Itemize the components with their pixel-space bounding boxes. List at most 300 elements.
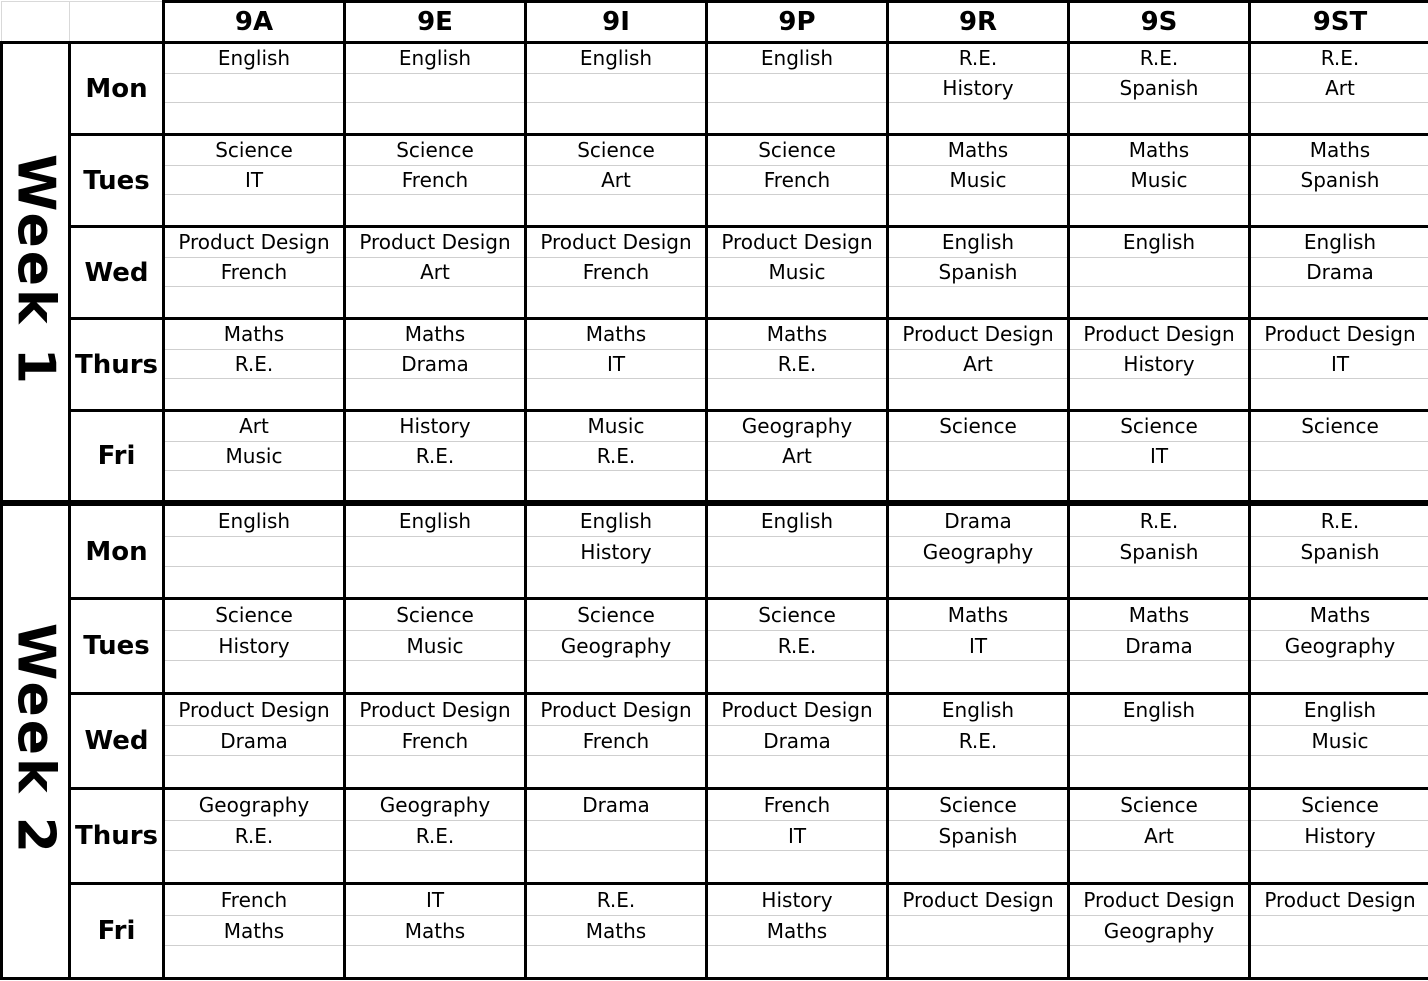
subject-cell-periods xyxy=(165,320,343,408)
subject-line: English xyxy=(579,46,653,71)
subject-line: Maths xyxy=(708,915,886,946)
subject-cell-periods xyxy=(1251,320,1428,408)
subject-cell xyxy=(707,503,888,599)
subject-line: R.E. xyxy=(346,441,524,471)
subject-line xyxy=(165,378,343,408)
subject-cell-periods xyxy=(1070,885,1248,976)
subject-cell xyxy=(888,227,1069,319)
subject-line: Music xyxy=(587,414,645,439)
subject-line: Spanish xyxy=(1251,165,1428,195)
subject-cell xyxy=(526,319,707,411)
day-label-wed-week2: Wed xyxy=(70,694,164,789)
subject-cell-periods xyxy=(708,412,886,500)
subject-line: Science xyxy=(1301,414,1379,439)
subject-line: French xyxy=(708,165,886,195)
subject-cell-periods xyxy=(708,790,886,881)
day-label-fri-week2: Fri xyxy=(70,884,164,979)
subject-line xyxy=(165,850,343,881)
subject-line xyxy=(1070,257,1248,287)
subject-line xyxy=(346,945,524,976)
subject-line: Science xyxy=(1301,792,1379,817)
subject-cell xyxy=(164,43,345,135)
subject-cell xyxy=(164,503,345,599)
subject-cell-periods xyxy=(889,695,1067,786)
subject-cell xyxy=(1069,43,1250,135)
subject-cell-periods xyxy=(165,228,343,316)
subject-line: Maths xyxy=(165,915,343,946)
subject-cell-periods xyxy=(165,412,343,500)
subject-line xyxy=(1251,378,1428,408)
subject-line: Music xyxy=(1251,725,1428,756)
subject-line xyxy=(527,73,705,103)
subject-line: R.E. xyxy=(889,725,1067,756)
subject-cell-periods xyxy=(1070,320,1248,408)
subject-line xyxy=(708,73,886,103)
subject-cell xyxy=(1250,884,1428,979)
subject-line xyxy=(1251,194,1428,224)
subject-cell xyxy=(164,319,345,411)
subject-line xyxy=(889,755,1067,786)
subject-line xyxy=(527,755,705,786)
subject-line xyxy=(1070,286,1248,316)
subject-cell xyxy=(1069,789,1250,884)
subject-line: R.E. xyxy=(708,630,886,661)
subject-line: Science xyxy=(939,792,1017,817)
subject-line xyxy=(346,850,524,881)
subject-cell xyxy=(526,411,707,504)
subject-line xyxy=(1070,566,1248,597)
subject-cell-periods xyxy=(889,790,1067,881)
subject-cell xyxy=(345,694,526,789)
subject-line: Geography xyxy=(198,792,310,817)
subject-cell-periods xyxy=(165,44,343,132)
subject-line: Product Design xyxy=(359,697,511,722)
subject-cell xyxy=(707,789,888,884)
subject-cell xyxy=(707,884,888,979)
subject-line: Science xyxy=(577,138,655,163)
day-label-tues-week1: Tues xyxy=(70,135,164,227)
subject-line: Product Design xyxy=(721,697,873,722)
day-label-thurs-week1: Thurs xyxy=(70,319,164,411)
subject-line xyxy=(527,820,705,851)
subject-cell-periods xyxy=(165,136,343,224)
subject-cell-periods xyxy=(708,695,886,786)
subject-cell-periods xyxy=(889,44,1067,132)
subject-line: Music xyxy=(1070,165,1248,195)
subject-line xyxy=(708,102,886,132)
subject-cell-periods xyxy=(346,412,524,500)
subject-line: Product Design xyxy=(721,230,873,255)
subject-line xyxy=(527,945,705,976)
subject-cell-periods xyxy=(527,412,705,500)
subject-line: IT xyxy=(425,887,445,912)
subject-line xyxy=(889,441,1067,471)
subject-line xyxy=(527,194,705,224)
subject-line: English xyxy=(1303,697,1377,722)
subject-line: Drama xyxy=(582,792,650,817)
subject-line: R.E. xyxy=(165,349,343,379)
day-label-tues-week2: Tues xyxy=(70,599,164,694)
subject-line: Science xyxy=(396,602,474,627)
subject-line: R.E. xyxy=(708,349,886,379)
subject-cell xyxy=(888,411,1069,504)
subject-line xyxy=(165,536,343,567)
subject-cell xyxy=(1250,789,1428,884)
subject-line: Maths xyxy=(1309,138,1371,163)
subject-line xyxy=(708,378,886,408)
subject-line: French xyxy=(165,257,343,287)
subject-cell xyxy=(164,789,345,884)
subject-line: English xyxy=(217,46,291,71)
subject-line: Art xyxy=(889,349,1067,379)
subject-line: IT xyxy=(165,165,343,195)
subject-cell xyxy=(707,599,888,694)
subject-line: Product Design xyxy=(902,887,1054,912)
subject-line: Product Design xyxy=(1264,322,1416,347)
subject-line: History xyxy=(1070,349,1248,379)
subject-cell xyxy=(526,599,707,694)
subject-cell-periods xyxy=(527,695,705,786)
subject-cell xyxy=(1250,503,1428,599)
subject-cell-periods xyxy=(165,885,343,976)
subject-line xyxy=(708,194,886,224)
subject-line: Science xyxy=(215,602,293,627)
subject-line: Science xyxy=(939,414,1017,439)
subject-cell-periods xyxy=(1251,600,1428,691)
subject-line xyxy=(708,755,886,786)
subject-cell-periods xyxy=(1251,885,1428,976)
subject-line: Music xyxy=(165,441,343,471)
subject-line: French xyxy=(527,725,705,756)
subject-line: Drama xyxy=(1070,630,1248,661)
subject-cell-periods xyxy=(346,600,524,691)
class-header-9a: 9A xyxy=(164,2,345,43)
subject-cell xyxy=(164,884,345,979)
subject-line: R.E. xyxy=(1139,46,1179,71)
subject-cell xyxy=(345,789,526,884)
subject-line xyxy=(1070,725,1248,756)
subject-line: Maths xyxy=(766,322,828,347)
subject-cell-periods xyxy=(1070,790,1248,881)
subject-line xyxy=(708,536,886,567)
day-label-thurs-week2: Thurs xyxy=(70,789,164,884)
subject-line: R.E. xyxy=(596,887,636,912)
subject-line: History xyxy=(399,414,471,439)
subject-cell xyxy=(1250,319,1428,411)
subject-cell-periods xyxy=(889,320,1067,408)
subject-cell xyxy=(164,135,345,227)
subject-cell xyxy=(164,411,345,504)
subject-line xyxy=(889,378,1067,408)
subject-line: IT xyxy=(889,630,1067,661)
subject-cell xyxy=(164,694,345,789)
subject-line: English xyxy=(579,508,653,533)
subject-line: Maths xyxy=(947,602,1009,627)
subject-line xyxy=(1251,850,1428,881)
subject-line: Product Design xyxy=(902,322,1054,347)
subject-line: English xyxy=(760,508,834,533)
day-label-mon-week2: Mon xyxy=(70,503,164,599)
subject-cell xyxy=(526,227,707,319)
subject-line: Music xyxy=(346,630,524,661)
subject-cell-periods xyxy=(1251,695,1428,786)
subject-cell xyxy=(888,694,1069,789)
subject-cell xyxy=(888,599,1069,694)
subject-line: IT xyxy=(1251,349,1428,379)
subject-line: R.E. xyxy=(958,46,998,71)
week-label-2 xyxy=(2,503,70,979)
subject-line: Spanish xyxy=(1070,73,1248,103)
subject-cell xyxy=(1250,694,1428,789)
subject-line xyxy=(889,850,1067,881)
subject-line: Spanish xyxy=(889,257,1067,287)
subject-line: R.E. xyxy=(1320,508,1360,533)
subject-line: English xyxy=(398,46,472,71)
subject-line: Music xyxy=(889,165,1067,195)
subject-line: Geography xyxy=(1070,915,1248,946)
class-header-9i: 9I xyxy=(526,2,707,43)
subject-line xyxy=(527,850,705,881)
subject-line: IT xyxy=(1070,441,1248,471)
subject-line: Maths xyxy=(1128,602,1190,627)
subject-cell xyxy=(164,227,345,319)
day-label-mon-week1: Mon xyxy=(70,43,164,135)
subject-cell-periods xyxy=(165,600,343,691)
subject-cell-periods xyxy=(346,136,524,224)
subject-line xyxy=(165,660,343,691)
subject-cell xyxy=(888,503,1069,599)
subject-cell xyxy=(707,411,888,504)
class-header-9st: 9ST xyxy=(1250,2,1428,43)
subject-cell-periods xyxy=(889,228,1067,316)
subject-cell xyxy=(888,43,1069,135)
subject-line xyxy=(708,566,886,597)
corner-cell xyxy=(70,2,164,43)
subject-line: History xyxy=(889,73,1067,103)
subject-cell-periods xyxy=(1070,228,1248,316)
subject-cell xyxy=(526,43,707,135)
subject-cell-periods xyxy=(346,790,524,881)
subject-line: Art xyxy=(527,165,705,195)
subject-line: Geography xyxy=(1251,630,1428,661)
subject-line xyxy=(1070,850,1248,881)
subject-cell xyxy=(345,135,526,227)
subject-line xyxy=(165,194,343,224)
subject-line: Spanish xyxy=(1251,536,1428,567)
subject-cell xyxy=(888,319,1069,411)
subject-line: Geography xyxy=(889,536,1067,567)
subject-cell-periods xyxy=(708,136,886,224)
subject-line xyxy=(889,945,1067,976)
subject-line: English xyxy=(217,508,291,533)
day-label-wed-week1: Wed xyxy=(70,227,164,319)
subject-line: English xyxy=(398,508,472,533)
subject-cell xyxy=(1250,135,1428,227)
subject-line xyxy=(346,286,524,316)
subject-cell-periods xyxy=(708,600,886,691)
subject-cell-periods xyxy=(1070,44,1248,132)
subject-line xyxy=(1070,102,1248,132)
subject-line xyxy=(1070,660,1248,691)
subject-cell-periods xyxy=(346,506,524,597)
subject-cell xyxy=(345,411,526,504)
subject-cell xyxy=(888,789,1069,884)
subject-line: Drama xyxy=(346,349,524,379)
subject-line: English xyxy=(1122,230,1196,255)
subject-line xyxy=(889,194,1067,224)
subject-cell-periods xyxy=(527,228,705,316)
subject-line xyxy=(1251,470,1428,500)
subject-line xyxy=(1070,378,1248,408)
subject-cell xyxy=(345,884,526,979)
subject-cell xyxy=(1069,884,1250,979)
subject-cell xyxy=(526,884,707,979)
subject-line: Science xyxy=(758,138,836,163)
subject-line: Geography xyxy=(741,414,853,439)
subject-line: History xyxy=(527,536,705,567)
subject-cell xyxy=(1069,503,1250,599)
subject-line: Music xyxy=(708,257,886,287)
subject-line xyxy=(1251,945,1428,976)
subject-cell-periods xyxy=(889,412,1067,500)
subject-cell xyxy=(345,227,526,319)
subject-line xyxy=(346,378,524,408)
subject-line: Art xyxy=(239,414,269,439)
subject-line: Science xyxy=(396,138,474,163)
subject-cell xyxy=(345,599,526,694)
subject-cell xyxy=(526,694,707,789)
subject-line xyxy=(165,566,343,597)
subject-line: R.E. xyxy=(527,441,705,471)
subject-line xyxy=(346,194,524,224)
subject-line: Science xyxy=(577,602,655,627)
subject-cell-periods xyxy=(527,790,705,881)
subject-line: Product Design xyxy=(540,697,692,722)
subject-cell xyxy=(164,599,345,694)
subject-line: Product Design xyxy=(359,230,511,255)
subject-line xyxy=(889,470,1067,500)
subject-line xyxy=(1070,755,1248,786)
subject-cell-periods xyxy=(165,695,343,786)
subject-cell-periods xyxy=(165,506,343,597)
subject-cell-periods xyxy=(889,885,1067,976)
subject-line: Product Design xyxy=(1264,887,1416,912)
subject-line xyxy=(1070,470,1248,500)
subject-line: Product Design xyxy=(540,230,692,255)
subject-cell xyxy=(1069,135,1250,227)
subject-line: Spanish xyxy=(1070,536,1248,567)
week-label-text: Week 2 xyxy=(5,623,66,856)
subject-line: Art xyxy=(708,441,886,471)
subject-line: Maths xyxy=(404,322,466,347)
subject-line: Maths xyxy=(1128,138,1190,163)
subject-line xyxy=(1251,102,1428,132)
subject-line: History xyxy=(761,887,833,912)
subject-cell-periods xyxy=(1251,136,1428,224)
subject-line xyxy=(708,945,886,976)
subject-line xyxy=(165,73,343,103)
subject-line: Maths xyxy=(947,138,1009,163)
subject-line: R.E. xyxy=(165,820,343,851)
subject-cell-periods xyxy=(527,885,705,976)
subject-line: R.E. xyxy=(1320,46,1360,71)
subject-line: French xyxy=(527,257,705,287)
subject-cell-periods xyxy=(1070,136,1248,224)
subject-line: IT xyxy=(708,820,886,851)
subject-cell-periods xyxy=(527,506,705,597)
subject-line xyxy=(165,102,343,132)
subject-line: Maths xyxy=(585,322,647,347)
subject-line xyxy=(889,660,1067,691)
subject-line xyxy=(346,660,524,691)
subject-cell xyxy=(345,319,526,411)
subject-line: English xyxy=(1303,230,1377,255)
subject-line xyxy=(1251,441,1428,471)
subject-line xyxy=(1251,566,1428,597)
subject-line: Maths xyxy=(223,322,285,347)
subject-cell-periods xyxy=(346,320,524,408)
subject-cell-periods xyxy=(708,44,886,132)
subject-cell-periods xyxy=(346,885,524,976)
subject-cell-periods xyxy=(1070,695,1248,786)
day-label-fri-week1: Fri xyxy=(70,411,164,504)
subject-line xyxy=(1251,755,1428,786)
subject-cell xyxy=(1069,411,1250,504)
subject-line: English xyxy=(760,46,834,71)
subject-cell-periods xyxy=(346,228,524,316)
subject-line xyxy=(346,755,524,786)
subject-line xyxy=(527,660,705,691)
subject-cell xyxy=(1069,599,1250,694)
subject-cell xyxy=(707,43,888,135)
subject-line: Science xyxy=(1120,414,1198,439)
subject-line: Product Design xyxy=(178,230,330,255)
subject-cell-periods xyxy=(1251,412,1428,500)
subject-line xyxy=(889,915,1067,946)
subject-line: Drama xyxy=(944,508,1012,533)
subject-line xyxy=(1070,945,1248,976)
subject-line xyxy=(346,73,524,103)
subject-line xyxy=(165,470,343,500)
subject-line: Geography xyxy=(527,630,705,661)
subject-line xyxy=(346,470,524,500)
subject-cell xyxy=(1250,411,1428,504)
subject-cell-periods xyxy=(1251,44,1428,132)
subject-line xyxy=(346,102,524,132)
week-label-1 xyxy=(2,43,70,504)
subject-line: French xyxy=(763,792,831,817)
subject-cell xyxy=(1069,319,1250,411)
subject-line xyxy=(1251,286,1428,316)
subject-line: Product Design xyxy=(1083,322,1235,347)
subject-line: Art xyxy=(346,257,524,287)
subject-cell xyxy=(888,884,1069,979)
class-header-9r: 9R xyxy=(888,2,1069,43)
subject-cell xyxy=(707,694,888,789)
subject-cell xyxy=(1250,599,1428,694)
subject-line: French xyxy=(220,887,288,912)
subject-cell xyxy=(707,227,888,319)
subject-line xyxy=(527,566,705,597)
subject-cell xyxy=(526,503,707,599)
subject-line: Maths xyxy=(1309,602,1371,627)
class-header-9p: 9P xyxy=(707,2,888,43)
subject-line: Drama xyxy=(708,725,886,756)
subject-line xyxy=(1251,915,1428,946)
subject-line: Product Design xyxy=(1083,887,1235,912)
subject-line: Geography xyxy=(379,792,491,817)
subject-line: Science xyxy=(758,602,836,627)
